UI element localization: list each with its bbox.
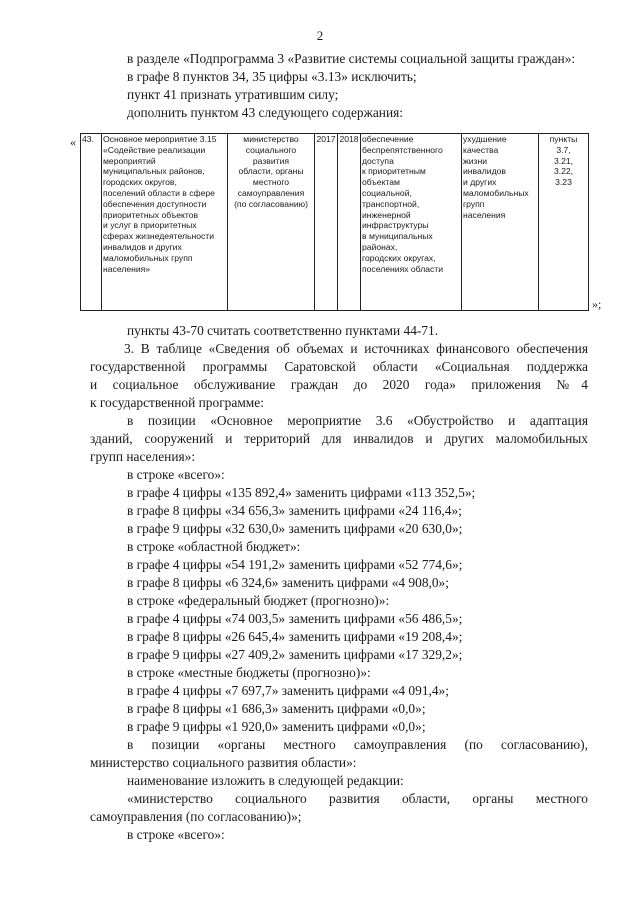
item-line: в графе 8 цифры «1 686,3» заменить цифрами «0,0»; bbox=[127, 701, 426, 716]
para3-line-1: 3. В таблице «Сведения об объемах и источниках финансового обеспечения bbox=[124, 341, 588, 356]
new-name-line-1: «министерство социального развития области, органы местного bbox=[127, 791, 588, 806]
position1-line-3: групп населения»: bbox=[90, 449, 196, 464]
cell-result: обеспечение беспрепятственного доступа к приоритетным объектам социальной, транспортной, инженерной инфраструктуры в муниципальных районах, городских округах, поселениях области bbox=[361, 134, 462, 311]
item-line: в графе 4 цифры «7 697,7» заменить цифрами «4 091,4»; bbox=[127, 683, 449, 698]
position2-line-1: в позиции «органы местного самоуправления (по согласованию), bbox=[127, 737, 588, 752]
cell-year-end: 2018 bbox=[338, 134, 361, 311]
item-line: в графе 9 цифры «1 920,0» заменить цифрами «0,0»; bbox=[127, 719, 426, 734]
cell-points: пункты 3.7, 3.21, 3.22, 3.23 bbox=[539, 134, 589, 311]
cell-number: 43. bbox=[81, 134, 102, 311]
item-line: в строке «областной бюджет»: bbox=[127, 539, 301, 554]
cell-consequence: ухудшение качества жизни инвалидов и других маломобильных групп населения bbox=[462, 134, 539, 311]
table-close-quote: »; bbox=[592, 297, 602, 311]
table-row bbox=[81, 134, 589, 311]
item-line: в графе 4 цифры «54 191,2» заменить цифрами «52 774,6»; bbox=[127, 557, 463, 572]
item-line: в графе 9 цифры «27 409,2» заменить цифрами «17 329,2»; bbox=[127, 647, 463, 662]
para3-line-3: и социальное обслуживание граждан до 2020 года» приложения №4 bbox=[90, 377, 588, 392]
rename-line: наименование изложить в следующей редакции: bbox=[127, 773, 404, 788]
item-line: в графе 9 цифры «32 630,0» заменить цифрами «20 630,0»; bbox=[127, 521, 463, 536]
cell-year-start: 2017 bbox=[315, 134, 338, 311]
item-line: в строке «местные бюджеты (прогнозно)»: bbox=[127, 665, 371, 680]
item-line: в строке «федеральный бюджет (прогнозно)»: bbox=[127, 593, 390, 608]
para3-line-4: к государственной программе: bbox=[90, 395, 264, 410]
intro-line-4: дополнить пунктом 43 следующего содержания: bbox=[127, 105, 404, 120]
intro-line-2: в графе 8 пунктов 34, 35 цифры «3.13» исключить; bbox=[127, 69, 417, 84]
item-line: в графе 8 цифры «26 645,4» заменить цифрами «19 208,4»; bbox=[127, 629, 463, 644]
position1-line-1: в позиции «Основное мероприятие 3.6 «Обустройство и адаптация bbox=[127, 413, 588, 428]
new-name-line-2: самоуправления (по согласованию)»; bbox=[90, 809, 302, 824]
cell-measure-name: Основное мероприятие 3.15 «Содействие реализации мероприятий муниципальных районов, городских округов, поселений области в сфере обеспечения доступности приоритетных объектов и услуг в приоритетных сферах жизнедеятельности инвалидов и других маломобильных групп населения» bbox=[102, 134, 228, 311]
item-line: в строке «всего»: bbox=[127, 467, 225, 482]
page-number: 2 bbox=[316, 28, 324, 43]
item-line: в графе 8 цифры «34 656,3» заменить цифрами «24 116,4»; bbox=[127, 503, 462, 518]
cell-executor: министерство социального развития области, органы местного самоуправления (по согласованию) bbox=[228, 134, 315, 311]
table-open-quote: « bbox=[70, 135, 76, 149]
item-line: в графе 8 цифры «6 324,6» заменить цифрами «4 908,0»; bbox=[127, 575, 449, 590]
renumber-line: пункты 43-70 считать соответственно пунктами 44-71. bbox=[127, 323, 439, 338]
intro-line-1: в разделе «Подпрограмма 3 «Развитие системы социальной защиты граждан»: bbox=[127, 51, 576, 66]
last-line: в строке «всего»: bbox=[127, 827, 225, 842]
para3-line-2: государственной программы Саратовской области «Социальная поддержка bbox=[90, 359, 588, 374]
position2-line-2: министерство социального развития области»: bbox=[90, 755, 357, 770]
item-line: в графе 4 цифры «135 892,4» заменить цифрами «113 352,5»; bbox=[127, 485, 476, 500]
amendment-table bbox=[80, 133, 589, 311]
position1-line-2: зданий, сооружений и территорий для инвалидов и других маломобильных bbox=[90, 431, 588, 446]
item-line: в графе 4 цифры «74 003,5» заменить цифрами «56 486,5»; bbox=[127, 611, 463, 626]
intro-line-3: пункт 41 признать утратившим силу; bbox=[127, 87, 339, 102]
